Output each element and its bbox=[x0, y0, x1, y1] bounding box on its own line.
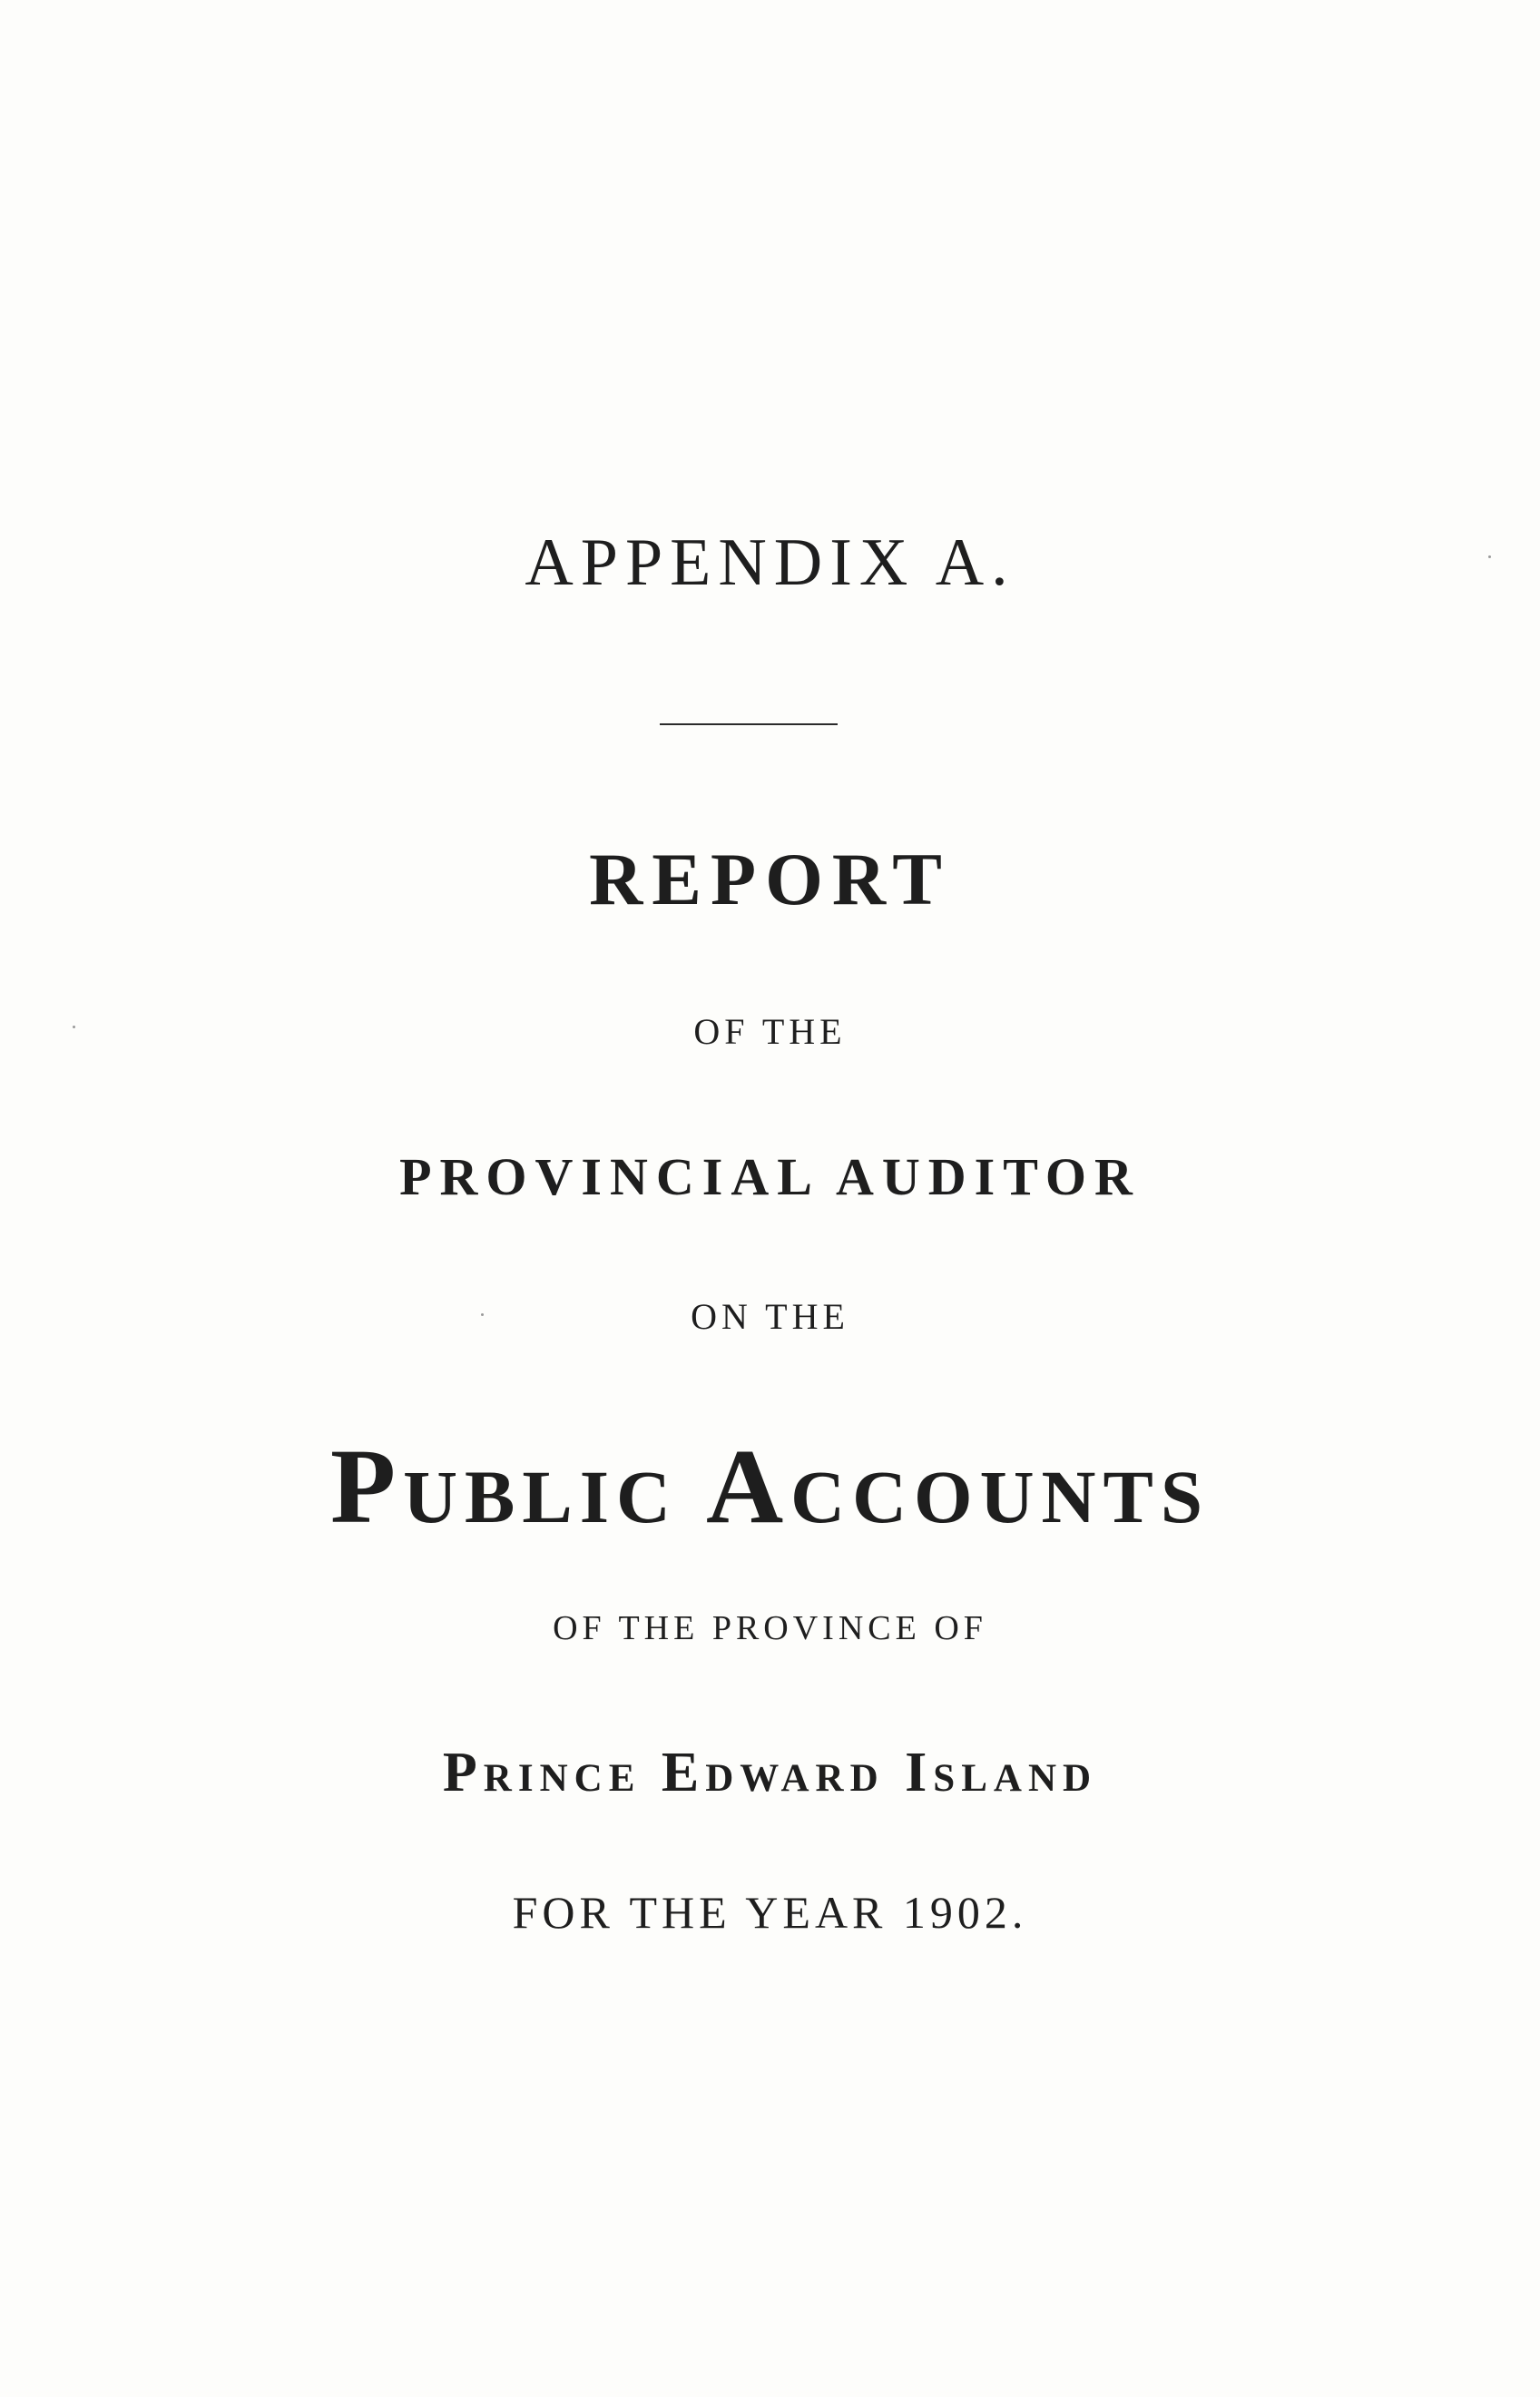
year-line: FOR THE YEAR 1902. bbox=[512, 1887, 1028, 1938]
provincial-auditor-line: PROVINCIAL AUDITOR bbox=[399, 1147, 1141, 1206]
province-of-line: OF THE PROVINCE OF bbox=[553, 1609, 987, 1647]
paper-speck bbox=[1488, 555, 1491, 558]
paper-speck bbox=[481, 1313, 484, 1316]
paper-speck bbox=[73, 1026, 75, 1028]
on-the-line: ON THE bbox=[691, 1296, 849, 1337]
prince-edward-island-heading: Prince Edward Island bbox=[442, 1742, 1098, 1803]
report-title: REPORT bbox=[589, 838, 951, 920]
of-the-line: OF THE bbox=[693, 1011, 847, 1052]
appendix-heading: APPENDIX A. bbox=[525, 526, 1015, 600]
divider-rule bbox=[660, 723, 838, 725]
public-accounts-heading: Public Accounts bbox=[329, 1427, 1211, 1546]
